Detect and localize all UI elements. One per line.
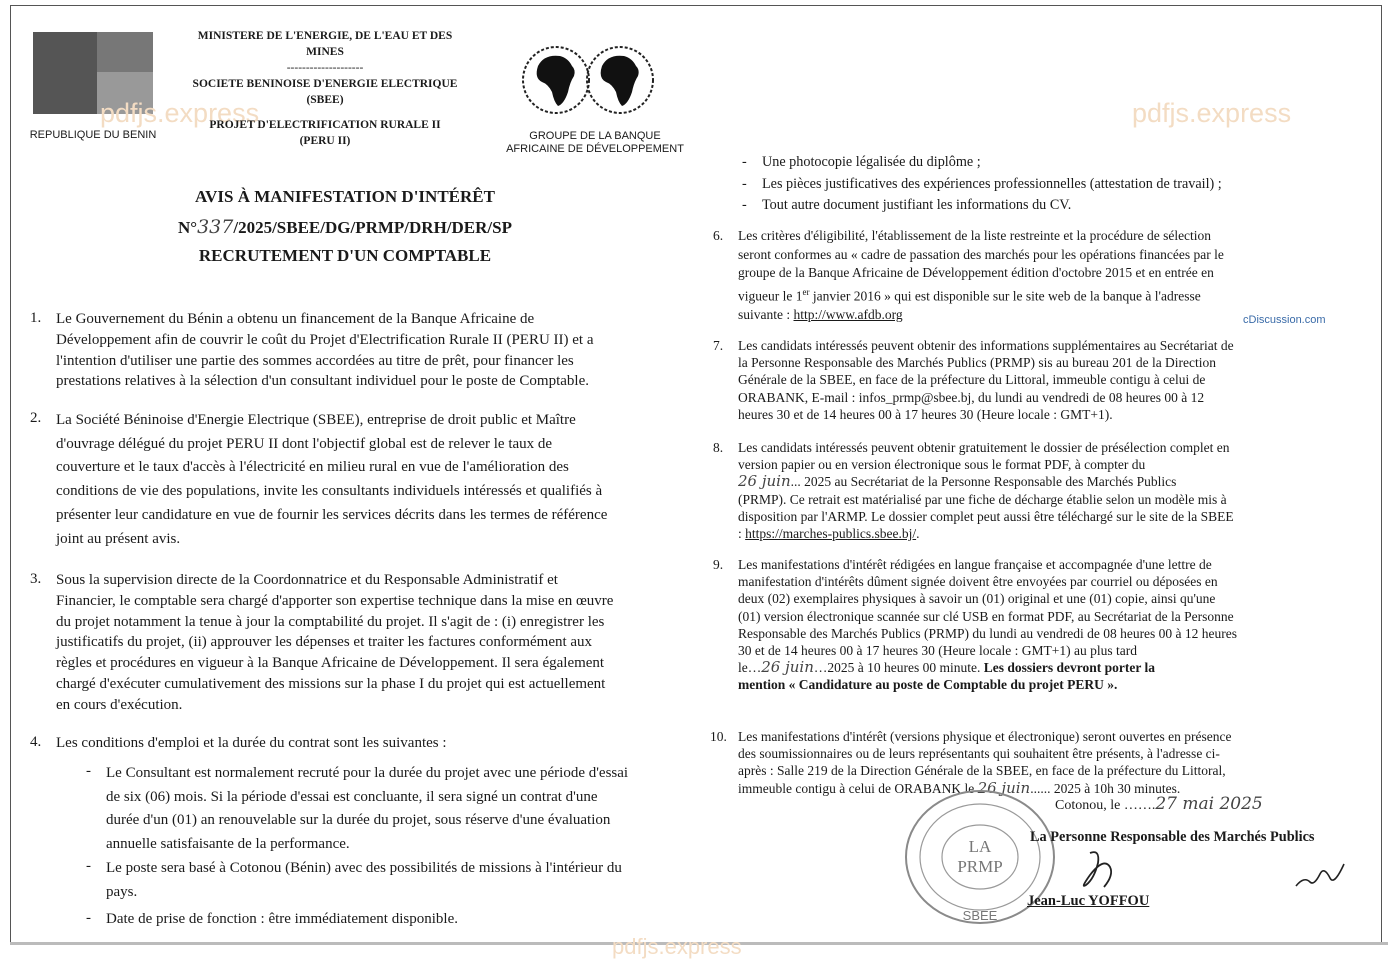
item-1-number: 1. — [30, 310, 42, 326]
item-9-text: Les manifestations d'intérêt rédigées en langue française et accompagnée d'une lettre de manifestation d'intérêts dûment signée doivent être envoyées par courriel ou déposées en deux (02) exemplaires physiques à savoir un (01) original et une (01) copie, ainsi qu'une (01) version électronique scannée sur clé USB en format PDF, au Secrétariat de la Personne Responsable des Marchés Publics (PRMP) du lundi au vendredi de 08 heures 00 à 12 heures 30 et de 14 heures 00 à 17 heures 30 (Heure locale : GMT+1) au plus tard le…26 juin…2025 à 10 heures 00 minute. Les dossiers devront porter la mention « Candidature au poste de Comptable du projet PERU ». — [738, 557, 1238, 693]
ministry-header: MINISTERE DE L'ENERGIE, DE L'EAU ET DES MINES -------------------- SOCIETE BENINOISE D'ENERGIE ELECTRIQUE (SBEE) PROJET D'ELECTRIFICATION RURALE II (PERU II) — [192, 30, 458, 147]
list-item: - Les pièces justificatives des expériences professionnelles (attestation de travail) ; — [742, 175, 1222, 192]
item-10-text: Les manifestations d'intérêt (versions physique et électronique) seront ouvertes en présence des soumissionnaires ou de leurs représentants qui souhaitent être présents, à l'adresse ci- après : Salle 219 de la Direction Générale de la SBEE, en face de la préfecture du Littoral, immeuble contigu à celui de ORABANK le 26 juin...... 2025 à 10h 30 minutes. — [738, 729, 1232, 797]
paraph-mark — [1290, 856, 1350, 896]
item-10-number: 10. — [710, 729, 727, 744]
notice-reference: N°337/2025/SBEE/DG/PRMP/DRH/DER/SP — [178, 216, 512, 238]
item-4-bullet-3: Date de prise de fonction : être immédiatement disponible. — [106, 911, 458, 927]
svg-text:LA: LA — [968, 837, 992, 856]
item-6-number: 6. — [713, 228, 724, 243]
item-3-number: 3. — [30, 571, 42, 587]
item-4-bullet-1: Le Consultant est normalement recruté pour la durée du projet avec une période d'essai de six (06) mois. Si la période d'essai est concluante, il sera signé un contrat d'une durée d'un (01) an renouvelable sur la durée du projet, sous réserve d'une évaluation annuelle satisfaisante de la performance. — [106, 765, 629, 853]
signatory-title: La Personne Responsable des Marchés Publics — [1030, 829, 1315, 845]
item-9-number: 9. — [713, 557, 724, 572]
watermark-bottom: pdfjs.express — [612, 934, 742, 959]
sbee-link[interactable]: https://marches-publics.sbee.bj/ — [745, 526, 917, 542]
handwritten-signature — [1060, 845, 1160, 895]
cdiscussion-watermark: cDiscussion.com — [1243, 314, 1326, 326]
item-4-text: Les conditions d'emploi et la durée du contrat sont les suivantes : — [56, 735, 447, 751]
item-8-number: 8. — [713, 440, 724, 455]
item-8-text: Les candidats intéressés peuvent obtenir gratuitement le dossier de présélection complet en version papier ou en version électronique sous le format PDF, à compter du 26 juin... 2025 au Secrétariat de la Personne Responsable des Marchés Publics (PRMP). Ce retrait est matérialisé par une fiche de décharge établie selon un modèle mis à disposition par l'ARMP. Le dossier complet peut aussi être téléchargé sur le site de la SBEE : https://marches-publics.sbee.bj/. — [738, 440, 1234, 542]
notice-title: AVIS À MANIFESTATION D'INTÉRÊT — [195, 187, 495, 206]
item-2-number: 2. — [30, 410, 42, 426]
watermark-left: pdfjs.express — [100, 98, 260, 128]
signature-place-date: Cotonou, le …….27 mai 2025 — [1055, 794, 1263, 814]
item-2-text: La Société Béninoise d'Energie Electrique (SBEE), entreprise de droit public et Maître d'ouvrage délégué du projet PERU II dont l'objectif global est de relever le taux de couverture et le taux d'accès à l'électricité en milieu rural en vue de l'amélioration des conditions de vie des populations, invite les consultants individuels intéressés et qualifiés à présenter leur candidature en vue de fournir les services décrits dans les termes de référence joint au présent avis. — [56, 412, 608, 547]
afdb-logo — [514, 36, 684, 128]
signatory-name: Jean-Luc YOFFOU — [1027, 893, 1150, 909]
item-3-text: Sous la supervision directe de la Coordonnatrice et du Responsable Administratif et Financier, le comptable sera chargé d'apporter son expertise technique dans la mise en œuvre du projet notamment la tenue à jour la comptabilité du projet. Il s'agit de : (i) enregistrer les justificatifs du projet, (ii) approuver les dépenses et traiter les factures conformément aux règles et procédures en vigueur à la Banque Africaine de Développement. Il sera également chargé d'exécuter cumulativement des missions sur la phase I du projet qui est actuellement en cours d'exécution. — [56, 572, 614, 713]
watermark-right: pdfjs.express — [1132, 98, 1292, 128]
item-4-bullet-2: Le poste sera basé à Cotonou (Bénin) avec des possibilités de missions à l'intérieur du pays. — [106, 860, 622, 900]
item-7-text: Les candidats intéressés peuvent obtenir des informations supplémentaires au Secrétariat de la Personne Responsable des Marchés Publics (PRMP) sis au bureau 201 de la Direction Générale de la SBEE, en face de la préfecture du Littoral, immeuble contigu à celui de ORABANK, E-mail : infos_prmp@sbee.bj, du lundi au vendredi de 08 heures 00 à 12 heures 30 et de 14 heures 00 à 17 heures 30 (Heure locale : GMT+1). — [738, 338, 1234, 422]
list-item: - Une photocopie légalisée du diplôme ; — [742, 154, 981, 170]
item-1-text: Le Gouvernement du Bénin a obtenu un financement de la Banque Africaine de Développement afin de couvrir le coût du Projet d'Electrification Rurale II (PERU II) et a l'intention d'utiliser une partie des sommes accordées au titre de prêt, pour financer les prestations relatives à la sélection d'un consultant individuel pour le poste de Comptable. — [56, 311, 594, 390]
document-list — [742, 152, 1222, 217]
item-6-text: Les critères d'éligibilité, l'établissement de la liste restreinte et la procédure de sélection seront conformes au « cadre de passation des marchés pour les opérations financées par le groupe de la Banque Africaine de Développement édition d'octobre 2015 et en entrée en vigueur le 1er janvier 2016 » qui est disponible sur le site web de la banque à l'adresse suivante : http://www.afdb.org — [738, 228, 1224, 323]
svg-text:SBEE: SBEE — [962, 908, 998, 923]
republic-label: REPUBLIQUE DU BENIN — [29, 129, 157, 141]
notice-subject: RECRUTEMENT D'UN COMPTABLE — [198, 246, 492, 265]
item-4-number: 4. — [30, 734, 42, 750]
afdb-link[interactable]: http://www.afdb.org — [793, 307, 903, 323]
svg-text:PRMP: PRMP — [957, 857, 1003, 876]
item-7-number: 7. — [713, 338, 724, 353]
bank-group-label: GROUPE DE LA BANQUE AFRICAINE DE DÉVELOPPEMENT — [506, 130, 684, 155]
list-item: - Tout autre document justifiant les informations du CV. — [742, 197, 1072, 213]
